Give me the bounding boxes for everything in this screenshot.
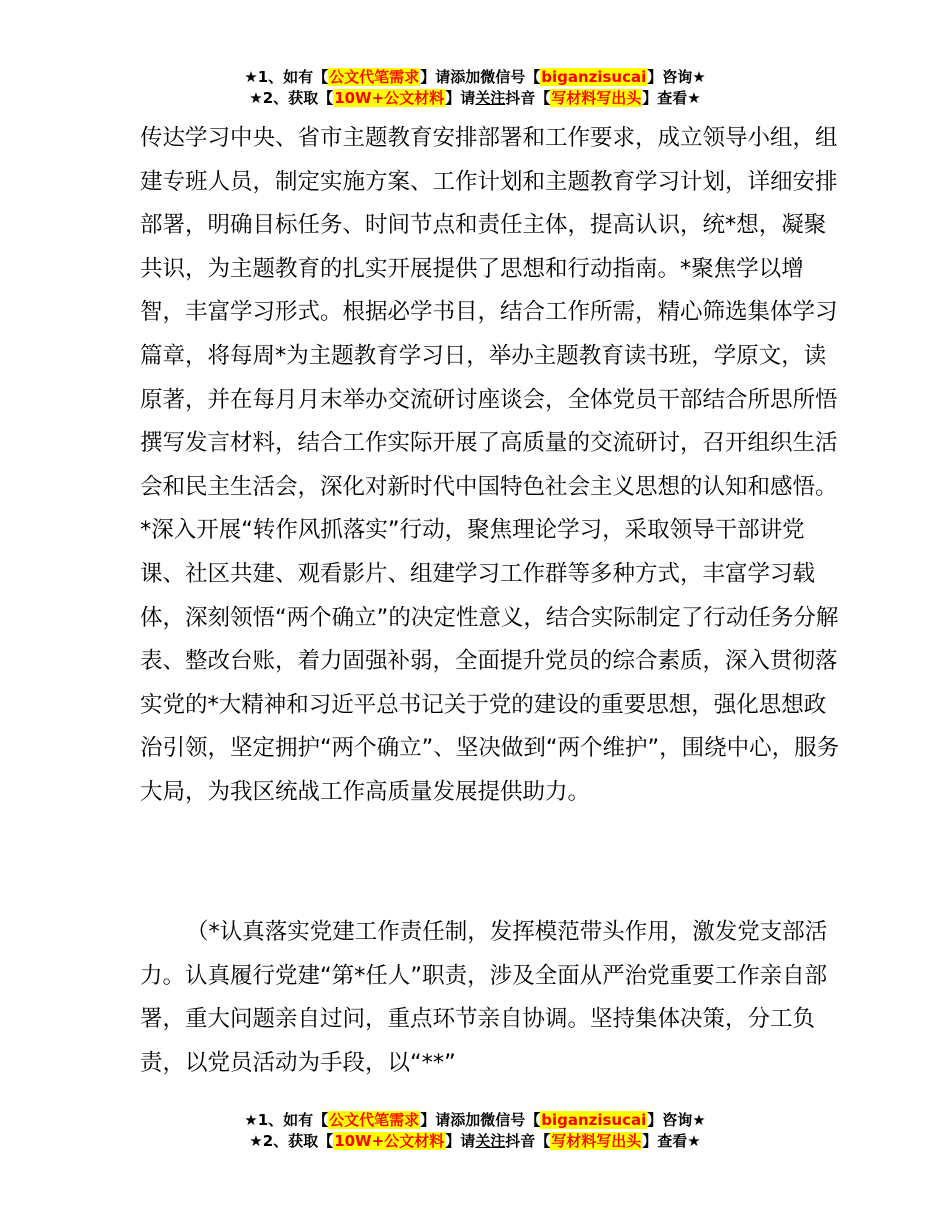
body-paragraph-1 xyxy=(140,117,840,815)
banner-text: ★2、获取【 xyxy=(249,1132,334,1150)
highlight-materials: 10W+公文材料 xyxy=(334,1132,445,1150)
banner-line-2 xyxy=(0,1131,950,1152)
highlight-service: 公文代笔需求 xyxy=(329,68,420,86)
banner-text: 】查看★ xyxy=(642,1132,701,1150)
banner-text: ★1、如有【 xyxy=(244,68,329,86)
banner-text: ★2、获取【 xyxy=(249,89,334,107)
banner-text: 】请添加微信号【 xyxy=(420,1111,541,1129)
highlight-wechat-id: biganzisucai xyxy=(541,1111,647,1129)
follow-text: 关注 xyxy=(475,89,506,107)
banner-text: 】请 xyxy=(445,89,476,107)
highlight-service: 公文代笔需求 xyxy=(329,1111,420,1129)
banner-text: ★1、如有【 xyxy=(244,1111,329,1129)
banner-line-2 xyxy=(0,88,950,109)
banner-text: 抖音【 xyxy=(505,89,551,107)
paragraph-text: （*认真落实党建工作责任制，发挥模范带头作用，激发党支部活力。认真履行党建“第*任人”职责，涉及全面从严治党重要工作亲自部署，重大问题亲自过问，重点环节亲自协调。坚持集体决策，分工负责，以党员活动为手段，以“**” xyxy=(140,919,828,1076)
banner-text: 】查看★ xyxy=(642,89,701,107)
body-paragraph-2 xyxy=(140,911,840,1085)
banner-text: 】请 xyxy=(445,1132,476,1150)
banner-text: 】咨询★ xyxy=(647,1111,706,1129)
header-banner xyxy=(0,67,950,109)
highlight-douyin-account: 写材料写出头 xyxy=(551,89,642,107)
footer-banner xyxy=(0,1110,950,1152)
paragraph-text: 传达学习中央、省市主题教育安排部署和工作要求，成立领导小组，组建专班人员，制定实施方案、工作计划和主题教育学习计划，详细安排部署，明确目标任务、时间节点和责任主体，提高认识，统*想，凝聚共识，为主题教育的扎实开展提供了思想和行动指南。*聚焦学以增智，丰富学习形式。根据必学书目，结合工作所需，精心筛选集体学习篇章，将每周*为主题教育学习日，举办主题教育读书班，学原文，读原著，并在每月月末举办交流研讨座谈会，全体党员干部结合所思所悟撰写发言材料，结合工作实际开展了高质量的交流研讨，召开组织生活会和民主生活会，深化对新时代中国特色社会主义思想的认知和感悟。*深入开展“转作风抓落实”行动，聚焦理论学习，采取领导干部讲党课、社区共建、观看影片、组建学习工作群等多种方式，丰富学习载体，深刻领悟“两个确立”的决定性意义，结合实际制定了行动任务分解表、整改台账，着力固强补弱，全面提升党员的综合素质，深入贯彻落实党的*大精神和习近平总书记关于党的建设的重要思想，强化思想政治引领，坚定拥护“两个确立”、坚决做到“两个维护”，围绕中心，服务大局，为我区统战工作高质量发展提供助力。 xyxy=(140,125,840,805)
banner-line-1 xyxy=(0,67,950,88)
banner-line-1 xyxy=(0,1110,950,1131)
highlight-wechat-id: biganzisucai xyxy=(541,68,647,86)
highlight-materials: 10W+公文材料 xyxy=(334,89,445,107)
follow-text: 关注 xyxy=(475,1132,506,1150)
banner-text: 】咨询★ xyxy=(647,68,706,86)
highlight-douyin-account: 写材料写出头 xyxy=(551,1132,642,1150)
banner-text: 】请添加微信号【 xyxy=(420,68,541,86)
banner-text: 抖音【 xyxy=(505,1132,551,1150)
